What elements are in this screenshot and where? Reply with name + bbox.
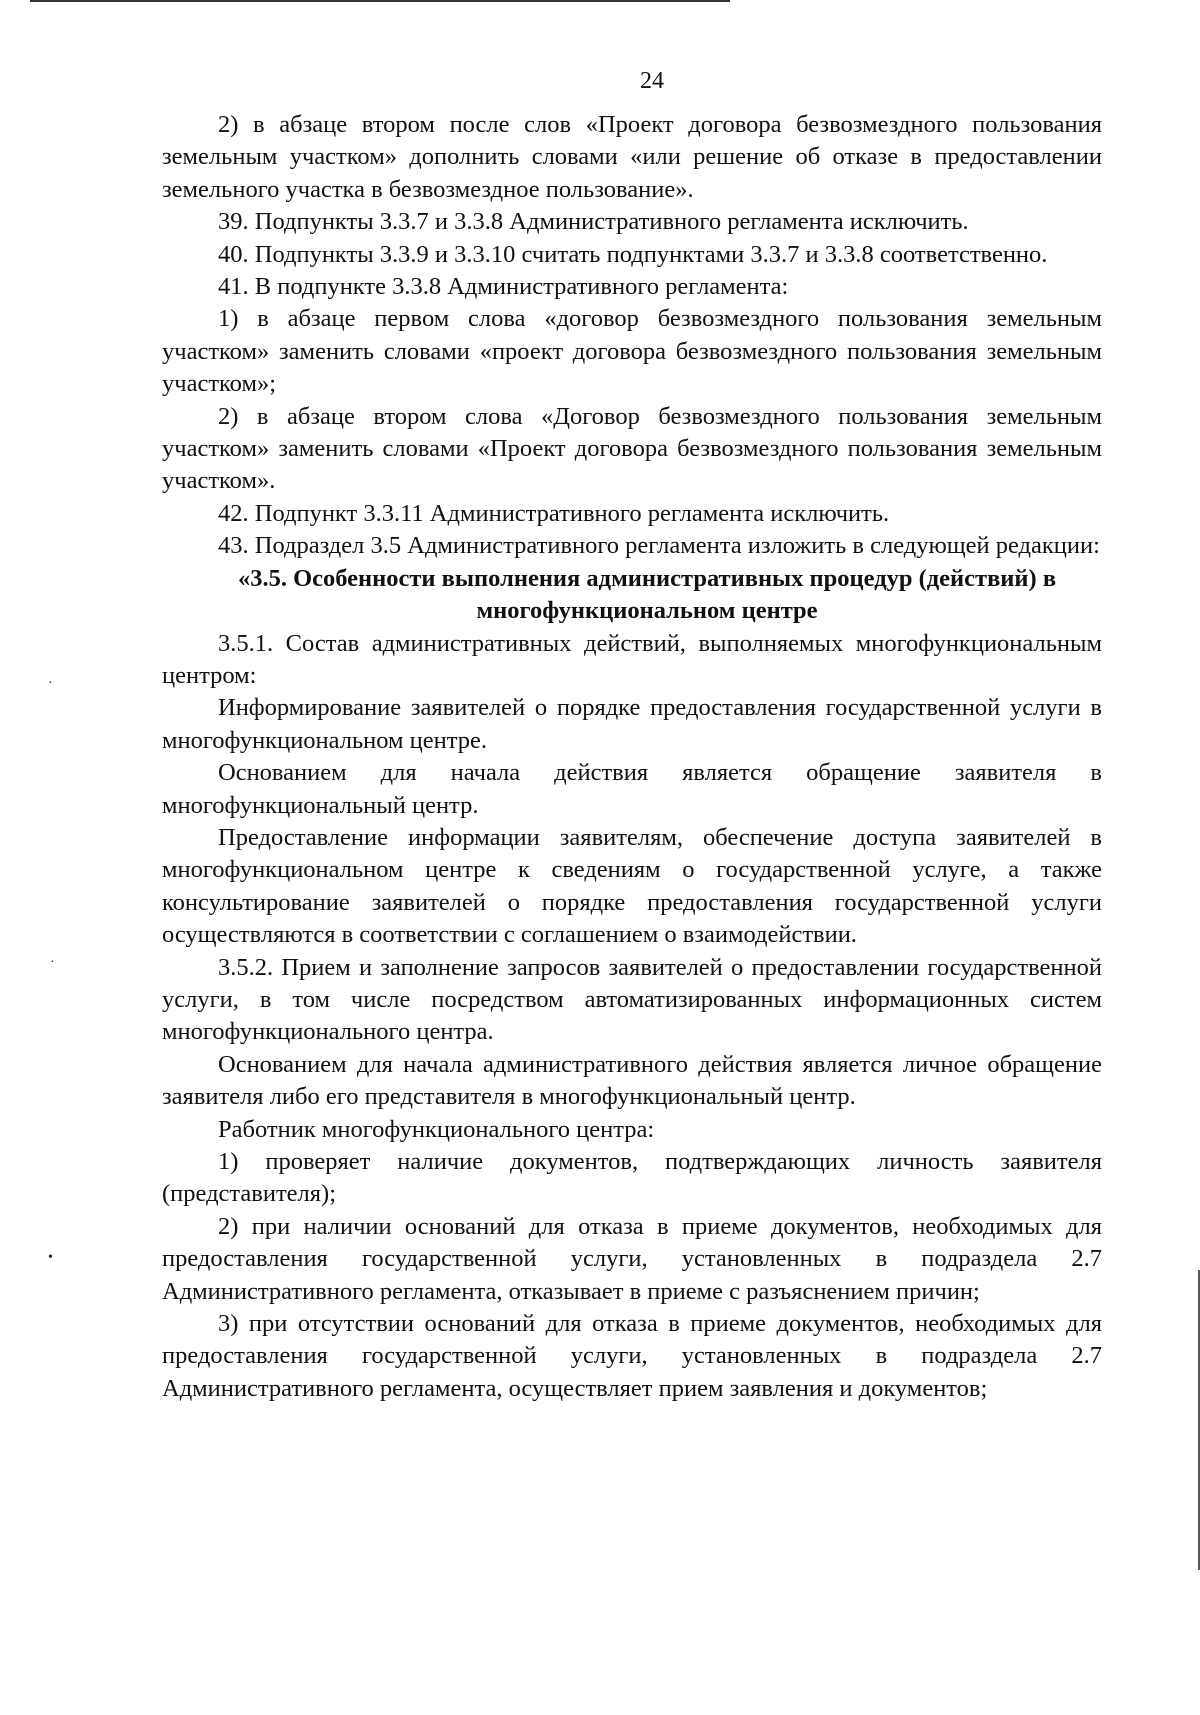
- paragraph: 2) в абзаце втором после слов «Проект договора безвозмездного пользования земельным участком» дополнить словами «или решение об отказе в предоставлении земельного участка в безвозмездное пользование».: [162, 111, 1102, 203]
- section-paragraph: 3) при отсутствии оснований для отказа в приеме документов, необходимых для предоставления государственной услуги, установленных в подраздела 2.7 Административного регламента, осуществляет прием заявления и документов;: [162, 1310, 1102, 1402]
- section-paragraph: Основанием для начала административного действия является личное обращение заявителя либо его представителя в многофункциональный центр.: [162, 1050, 1102, 1111]
- section-paragraph: Работник многофункционального центра:: [218, 1115, 655, 1143]
- section-paragraph: 2) при наличии оснований для отказа в приеме документов, необходимых для предоставления государственной услуги, установленных в подраздела 2.7 Административного регламента, отказывает в приеме с разъяснением причин;: [162, 1212, 1102, 1305]
- section-paragraph: 1) проверяет наличие документов, подтверждающих личность заявителя (представителя);: [162, 1148, 1102, 1208]
- section-paragraph: 3.5.2. Прием и заполнение запросов заявителей о предоставлении государственной услуги, в том числе посредством автоматизированных информационных систем многофункционального центра.: [162, 953, 1102, 1046]
- section-paragraph: Предоставление информации заявителям, обеспечение доступа заявителей в многофункциональном центре к сведениям о государственной услуге, а также консультирование заявителей о порядке предоставления государственной услуги осуществляются в соответствии с соглашением о взаимодействии.: [162, 823, 1102, 949]
- section-paragraph: Информирование заявителей о порядке предоставления государственной услуги в многофункциональном центре.: [162, 694, 1102, 754]
- paragraph: 43. Подраздел 3.5 Административного регламента изложить в следующей редакции:: [218, 532, 1100, 560]
- section-heading: «3.5. Особенности выполнения административных процедур (действий) в многофункциональном центре: [237, 564, 1057, 625]
- document-page: [162, 68, 1102, 1405]
- paragraph: 2) в абзаце втором слова «Договор безвозмездного пользования земельным участком» заменить словами «Проект договора безвозмездного пользования земельным участком».: [162, 402, 1102, 495]
- paragraph: 40. Подпункты 3.3.9 и 3.3.10 считать подпунктами 3.3.7 и 3.3.8 соответственно.: [218, 240, 1048, 268]
- scan-speck: •: [48, 1250, 53, 1265]
- paragraph: 1) в абзаце первом слова «договор безвозмездного пользования земельным участком» заменить словами «проект договора безвозмездного пользования земельным участком»;: [162, 305, 1102, 398]
- scan-edge-top: [30, 0, 730, 2]
- paragraph: 39. Подпункты 3.3.7 и 3.3.8 Административного регламента исключить.: [218, 208, 969, 236]
- page-number: 24: [640, 68, 664, 94]
- section-paragraph: Основанием для начала действия является обращение заявителя в многофункциональный центр.: [162, 759, 1102, 819]
- section-paragraph: 3.5.1. Состав административных действий, выполняемых многофункциональным центром:: [162, 629, 1102, 689]
- scan-speck: ·: [50, 955, 55, 970]
- scan-speck: ·: [48, 676, 53, 691]
- paragraph: 41. В подпункте 3.3.8 Административного регламента:: [218, 273, 789, 301]
- paragraph: 42. Подпункт 3.3.11 Административного регламента исключить.: [218, 499, 890, 527]
